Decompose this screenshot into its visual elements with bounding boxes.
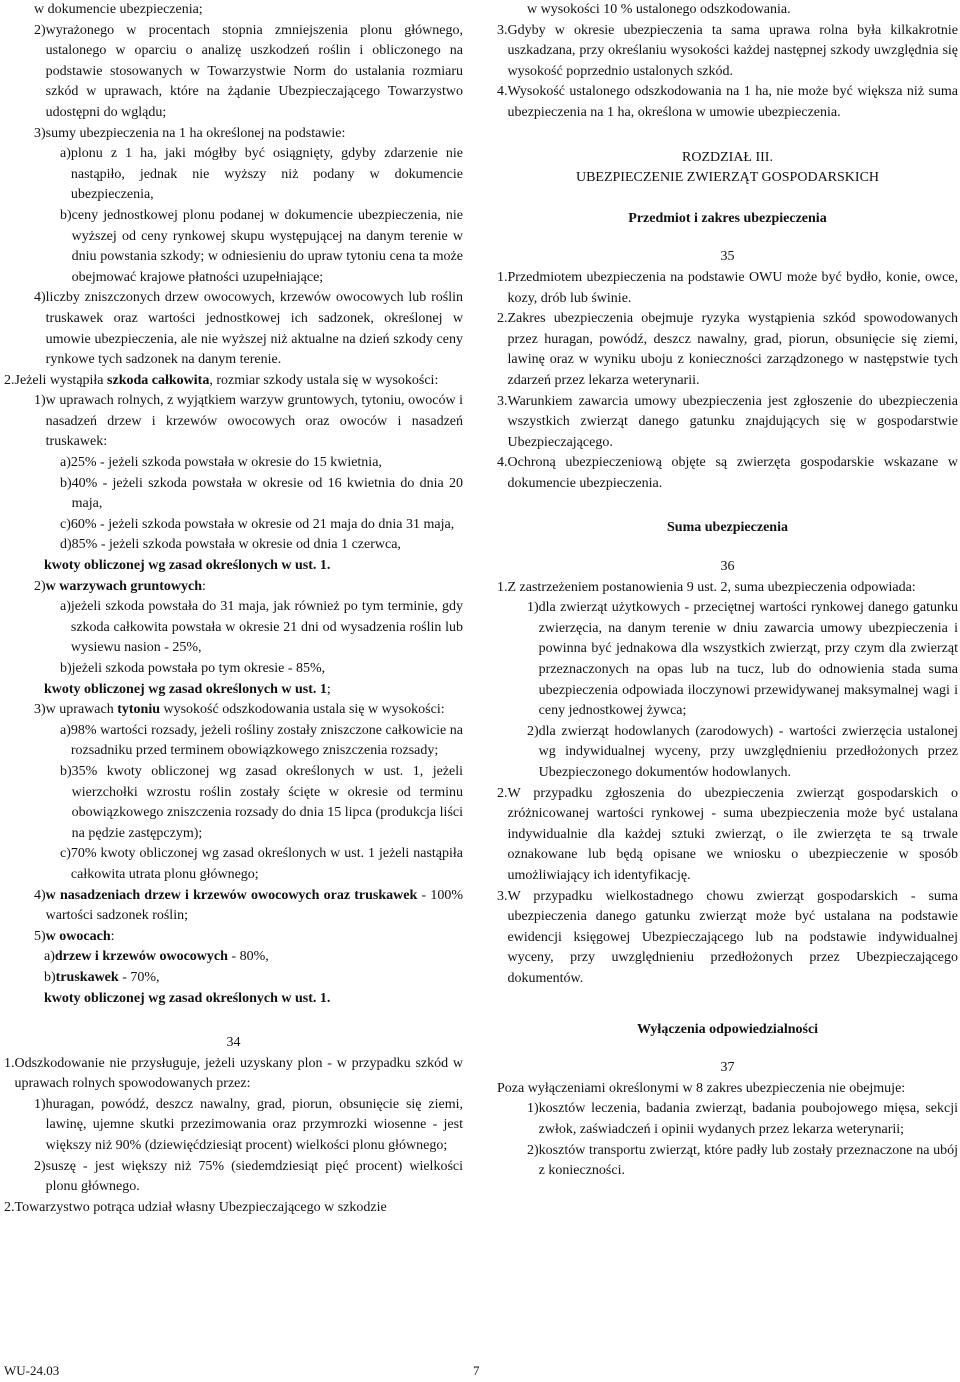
bold-text: drzew i krzewów owocowych — [54, 949, 228, 965]
text-run: - 100% wartości sadzonek roślin; — [45, 887, 463, 924]
text-run: Jeżeli wystąpiła — [14, 372, 108, 388]
text-run: Gdyby w okresie ubezpieczenia ta sama uprawa rolna była kilkakrotnie uszkadzana, przy określaniu wysokości każdej następnej szkody uwzględnia się wysokość poprzednio ustalonych szkód. — [507, 22, 958, 79]
item-number: 1) — [527, 600, 539, 616]
item-text — [508, 784, 959, 887]
item-text — [508, 21, 959, 83]
bold-text: w warzywach gruntowych — [45, 578, 202, 594]
text-run: 25% - jeżeli szkoda powstała w okresie do 15 kwietnia, — [70, 455, 382, 471]
bold-text: Suma ubezpieczenia — [667, 520, 788, 536]
text-run: Z zastrzeżeniem postanowienia 9 ust. 2, suma ubezpieczenia odpowiada: — [507, 579, 916, 595]
item-number: 2. — [497, 785, 508, 801]
bold-text: kwoty obliczonej wg zasad określonych w ust. 1 — [44, 681, 327, 697]
list-item — [4, 762, 463, 844]
item-number: 1) — [34, 1096, 46, 1112]
list-item — [497, 453, 958, 494]
text-run: ceny jednostkowej plonu podanej w dokumencie ubezpieczenia, nie wyższej od ceny rynkowej skupu występującej na danym terenie w dniu powstania szkody; w odniesieniu do upraw tytoniu cena ta może obejmować krajowe płatności uzupełniające; — [71, 207, 463, 285]
item-number: 1. — [497, 579, 508, 595]
item-number: a) — [44, 949, 55, 965]
item-number: 4. — [497, 84, 508, 100]
item-text — [539, 598, 958, 722]
item-text — [508, 268, 959, 309]
paragraph — [4, 989, 463, 1010]
text-run: Zakres ubezpieczenia obejmuje ryzyka wystąpienia szkód spowodowanych przez huragan, powódź, deszcz nawalny, grad, piorun, obsunięcie się ziemi, lawinę oraz w wyniku uboju z konieczności zarządzonego w następstwie tych zdarzeń przez lekarza weterynarii. — [507, 311, 958, 388]
item-number: 2) — [527, 723, 539, 739]
item-text — [72, 659, 463, 680]
item-number: 2) — [34, 22, 46, 38]
text-run: UBEZPIECZENIE ZWIERZĄT GOSPODARSKICH — [575, 170, 880, 186]
list-item — [497, 309, 958, 391]
item-number: b) — [60, 207, 72, 223]
item-text — [46, 927, 463, 948]
item-number: 1. — [4, 1055, 15, 1071]
section-heading — [497, 1058, 958, 1079]
text-run: Ochroną ubezpieczeniową objęte są zwierzęta gospodarskie wskazane w dokumencie ubezpieczenia. — [507, 455, 958, 491]
paragraph — [4, 680, 463, 701]
item-text — [71, 721, 463, 762]
item-text — [71, 515, 463, 536]
list-item — [4, 1095, 463, 1157]
item-text — [15, 1198, 464, 1219]
item-number: 2) — [527, 1142, 539, 1158]
text-run: wyrażonego w procentach stopnia zmniejszenia plonu głównego, ustalonego w oparciu o analizę uszkodzeń roślin i obliczonego na podstawie stosowanych w Towarzystwie Norm do ustalania rozmiaru szkód w uprawach, które na żądanie Ubezpieczającego Towarzystwo udostępni do wglądu; — [45, 22, 463, 120]
list-item — [4, 659, 463, 680]
item-number: 1) — [527, 1101, 539, 1117]
list-item — [497, 21, 958, 83]
list-item — [4, 1157, 463, 1198]
text-run: , rozmiar szkody ustala się w wysokości: — [209, 372, 439, 388]
list-item — [497, 887, 958, 990]
text-run: plonu z 1 ha, jaki mógłby być osiągnięty, gdyby zdarzenie nie nastąpiło, jednak nie wyższy niż podany w dokumencie ubezpieczenia, — [70, 146, 463, 203]
text-run: sumy ubezpieczenia na 1 ha określonej na podstawie: — [45, 125, 346, 141]
item-text — [46, 288, 463, 370]
item-text — [72, 474, 463, 515]
right-column — [497, 0, 958, 1182]
item-text — [71, 453, 463, 474]
item-number: b) — [60, 763, 72, 779]
item-number: b) — [60, 661, 72, 676]
text-run: W przypadku wielkostadnego chowu zwierząt gospodarskich - suma ubezpieczenia danego gatunku zwierząt może być ustalana na podstawie ewidencji księgowej Ubezpieczającego lub na podstawie indywidualnej wyceny, przy uwzględnieniu przedłożonych przez Ubezpieczającego dokumentów. — [507, 888, 958, 986]
list-item — [4, 124, 463, 145]
text-run: suszę - jest większy niż 75% (siedemdziesiąt pięć procent) wielkości plonu głównego. — [45, 1158, 463, 1195]
text-run: kosztów leczenia, badania zwierząt, badania poubojowego mięsa, sekcji zwłok, zaświadczeń i opinii wydanych przez lekarza weterynarii; — [538, 1101, 958, 1137]
list-item — [4, 206, 463, 288]
item-number: 3. — [497, 888, 508, 904]
item-text — [508, 309, 959, 391]
document-code: WU-24.03 — [4, 1363, 60, 1378]
item-number: 2) — [34, 1158, 46, 1174]
item-number: a) — [60, 146, 71, 162]
list-item — [4, 597, 463, 659]
text-run: 37 — [720, 1060, 735, 1076]
text-run: huragan, powódź, deszcz nawalny, grad, piorun, obsunięcie się ziemi, lawinę, ujemne skutki przezimowania oraz przymrozki wiosenne - jest większy niż 90% (dziewięćdziesiąt procent) wielkości plonu głównego; — [45, 1096, 463, 1154]
text-run: kosztów transportu zwierząt, które padły lub zostały przeznaczone na ubój z konieczności. — [538, 1142, 958, 1179]
bold-text: kwoty obliczonej wg zasad określonych w ust. 1. — [44, 990, 331, 1006]
text-run: 70% kwoty obliczonej wg zasad określonych w ust. 1 jeżeli nastąpiła całkowita utrata plonu głównego; — [70, 846, 463, 882]
text-run: : — [110, 928, 115, 944]
text-run: 34 — [226, 1035, 241, 1051]
text-run: 40% - jeżeli szkoda powstała w okresie od 16 kwietnia do dnia 20 maja, — [71, 475, 463, 512]
left-column — [4, 0, 463, 1218]
item-text — [539, 722, 958, 784]
text-run: w dokumencie ubezpieczenia; — [34, 2, 203, 17]
text-run: Wysokość ustalonego odszkodowania na 1 ha, nie może być większa niż suma ubezpieczenia na 1 ha, określona w umowie ubezpieczenia. — [507, 84, 958, 120]
item-number: d) — [60, 537, 72, 553]
list-item — [497, 722, 958, 784]
bold-text: w nasadzeniach drzew i krzewów owocowych oraz truskawek — [45, 887, 418, 903]
list-item — [4, 453, 463, 474]
list-item — [4, 535, 463, 556]
text-run: - 70%, — [118, 969, 160, 985]
text-run: ; — [326, 681, 331, 697]
text-run: 60% - jeżeli szkoda powstała w okresie od 21 maja do dnia 31 maja, — [70, 516, 455, 532]
item-text — [15, 371, 464, 392]
list-item — [4, 474, 463, 515]
text-run: dla zwierząt hodowlanych (zarodowych) - wartości zwierzęcia ustalonej wg indywidualnej wyceny, przy uwzględnieniu przedłożonych przez Ubezpieczonego dokumentów hodowlanych. — [538, 723, 958, 780]
text-run: 98% wartości rozsady, jeżeli rośliny zostały zniszczone całkowicie na rozsadniku przed terminem obowiązkowego zniszczenia rozsady; — [70, 722, 463, 759]
paragraph — [497, 0, 958, 21]
item-text — [46, 1157, 463, 1198]
item-number: 3) — [34, 702, 46, 718]
item-number: 4) — [34, 290, 46, 306]
item-text — [508, 578, 959, 599]
list-item — [4, 577, 463, 598]
text-run: : — [202, 578, 206, 594]
item-number: 4. — [497, 455, 508, 471]
text-run: 35% kwoty obliczonej wg zasad określonych w ust. 1, jeżeli wierzchołki wzrostu roślin zostały ścięte w okresie od terminu obowiązkowego zniszczenia rozsady do dnia 15 lipca (produkcja liści na pędzie zastępczym); — [71, 763, 463, 841]
item-text — [72, 206, 463, 288]
item-number: b) — [60, 475, 72, 491]
bold-text: w owocach — [45, 928, 111, 944]
item-number: 4) — [34, 887, 46, 903]
item-text — [46, 700, 463, 721]
text-run: wysokość odszkodowania ustala się w wysokości: — [160, 702, 445, 718]
item-number: 2. — [4, 372, 15, 388]
text-run: W przypadku zgłoszenia do ubezpieczenia zwierząt gospodarskich o zróżnicowanej wartości rynkowej - suma ubezpieczenia może być ustalana indywidualnie dla każdej sztuki zwierząt, o ile zwierzęta te są trwale oznakowane lub będą opisane we wniosku o ubezpieczenie w sposób umożliwiający ich identyfikację. — [507, 785, 958, 883]
list-item — [4, 886, 463, 927]
list-item — [4, 515, 463, 536]
text-run: w uprawach — [45, 702, 118, 718]
item-number: 3. — [497, 22, 508, 38]
list-item — [4, 700, 463, 721]
item-number: 1. — [497, 269, 508, 285]
item-text — [15, 1054, 464, 1095]
item-number: 2) — [34, 578, 46, 594]
item-text — [71, 597, 463, 659]
page-number: 7 — [473, 1363, 480, 1378]
bold-text: tytoniu — [117, 702, 160, 718]
text-run: Poza wyłączeniami określonymi w 8 zakres ubezpieczenia nie obejmuje: — [497, 1080, 906, 1096]
item-text — [72, 762, 463, 844]
item-text — [46, 577, 463, 598]
item-number: 3. — [497, 393, 508, 409]
item-text — [508, 453, 959, 494]
section-heading — [497, 168, 958, 189]
list-item — [4, 721, 463, 762]
item-text — [46, 124, 463, 145]
text-run: - 80%, — [227, 949, 269, 965]
item-text — [71, 144, 463, 206]
item-number: 1) — [34, 393, 46, 409]
text-run: 36 — [720, 559, 735, 575]
text-run: ROZDZIAŁ III. — [682, 149, 773, 165]
item-text — [56, 968, 463, 989]
text-run: Odszkodowanie nie przysługuje, jeżeli uzyskany plon - w przypadku szkód w uprawach rolnych spowodowanych przez: — [14, 1055, 463, 1092]
item-number: 3) — [34, 125, 46, 141]
item-text — [46, 886, 463, 927]
text-run: jeżeli szkoda powstała do 31 maja, jak również po tym terminie, gdy szkoda całkowita powstała w okresie 21 dni od wysadzenia roślin lub wysiewu nasion - 25%, — [70, 599, 463, 656]
list-item — [4, 144, 463, 206]
text-run: Przedmiotem ubezpieczenia na podstawie OWU może być bydło, konie, owce, kozy, drób lub świnie. — [507, 269, 958, 306]
bold-text: Wyłączenia odpowiedzialności — [636, 1021, 819, 1037]
paragraph — [4, 0, 463, 21]
bold-text: truskawek — [55, 969, 119, 985]
list-item — [4, 21, 463, 124]
text-run: Towarzystwo potrąca udział własny Ubezpieczającego w szkodzie — [14, 1199, 387, 1215]
item-number: a) — [60, 722, 71, 738]
item-text — [55, 947, 463, 968]
item-text — [539, 1141, 958, 1182]
item-text — [46, 391, 463, 453]
item-text — [508, 82, 959, 123]
paragraph — [4, 556, 463, 577]
section-heading — [497, 247, 958, 268]
text-run: liczby zniszczonych drzew owocowych, krzewów owocowych lub roślin truskawek oraz wartości jednostkowej ich sadzonek, określonej w umowie ubezpieczenia, ale nie wyższej niż aktualne na dzień szkody ceny rynkowe tych sadzonek na danym terenie. — [45, 290, 463, 368]
list-item — [4, 844, 463, 885]
list-item — [497, 268, 958, 309]
item-number: c) — [60, 846, 71, 862]
text-run: 35 — [720, 249, 735, 265]
item-text — [46, 1095, 463, 1157]
item-text — [72, 535, 463, 556]
text-run: w wysokości 10 % ustalonego odszkodowania. — [527, 2, 791, 17]
section-heading — [497, 209, 958, 230]
paragraph — [497, 1079, 958, 1100]
item-text — [46, 21, 463, 124]
text-run: Warunkiem zawarcia umowy ubezpieczenia jest zgłoszenie do ubezpieczenia wszystkich zwierząt danego gatunku znajdujących się w gospodarstwie Ubezpieczającego. — [507, 393, 958, 450]
text-run: jeżeli szkoda powstała po tym okresie - 85%, — [71, 661, 326, 676]
item-text — [539, 1099, 958, 1140]
item-text — [71, 844, 463, 885]
item-number: b) — [44, 969, 56, 985]
list-item — [4, 968, 463, 989]
item-number: 2. — [497, 311, 508, 327]
item-number: c) — [60, 516, 71, 532]
list-item — [4, 371, 463, 392]
list-item — [497, 784, 958, 887]
list-item — [4, 288, 463, 370]
list-item — [4, 947, 463, 968]
list-item — [497, 1099, 958, 1140]
text-run: dla zwierząt użytkowych - przeciętnej wartości rynkowej danego gatunku zwierzęcia, na danym terenie w dniu zawarcia umowy ubezpieczenia i powinna być jednakowa dla wszystkich zwierząt, przy czym dla zwierząt przeznaczonych na opas lub na tucz, lub do odnowienia stada suma ubezpieczenia odpowiada iloczynowi przewidywanej maksymalnej wagi i ceny jednostkowej żywca; — [538, 600, 958, 719]
list-item — [497, 578, 958, 599]
section-heading — [4, 1033, 463, 1054]
bold-text: kwoty obliczonej wg zasad określonych w ust. 1. — [44, 558, 331, 574]
list-item — [497, 598, 958, 722]
item-number: 2. — [4, 1199, 15, 1215]
text-run: 85% - jeżeli szkoda powstała w okresie od dnia 1 czerwca, — [71, 537, 401, 553]
list-item — [497, 392, 958, 454]
item-text — [508, 887, 959, 990]
item-number: a) — [60, 455, 71, 471]
section-heading — [497, 557, 958, 578]
bold-text: Przedmiot i zakres ubezpieczenia — [628, 210, 827, 226]
list-item — [4, 927, 463, 948]
section-heading — [497, 1020, 958, 1041]
section-heading — [497, 148, 958, 169]
item-number: a) — [60, 599, 71, 615]
item-text — [508, 392, 959, 454]
text-run: w uprawach rolnych, z wyjątkiem warzyw gruntowych, tytoniu, owoców i nasadzeń drzew i krzewów owocowych oraz owoców i nasadzeń truskawek: — [45, 393, 463, 450]
list-item — [4, 1198, 463, 1219]
list-item — [497, 82, 958, 123]
section-heading — [497, 518, 958, 539]
list-item — [497, 1141, 958, 1182]
item-number: 5) — [34, 928, 46, 944]
list-item — [4, 1054, 463, 1095]
bold-text: szkoda całkowita — [107, 372, 210, 388]
list-item — [4, 391, 463, 453]
